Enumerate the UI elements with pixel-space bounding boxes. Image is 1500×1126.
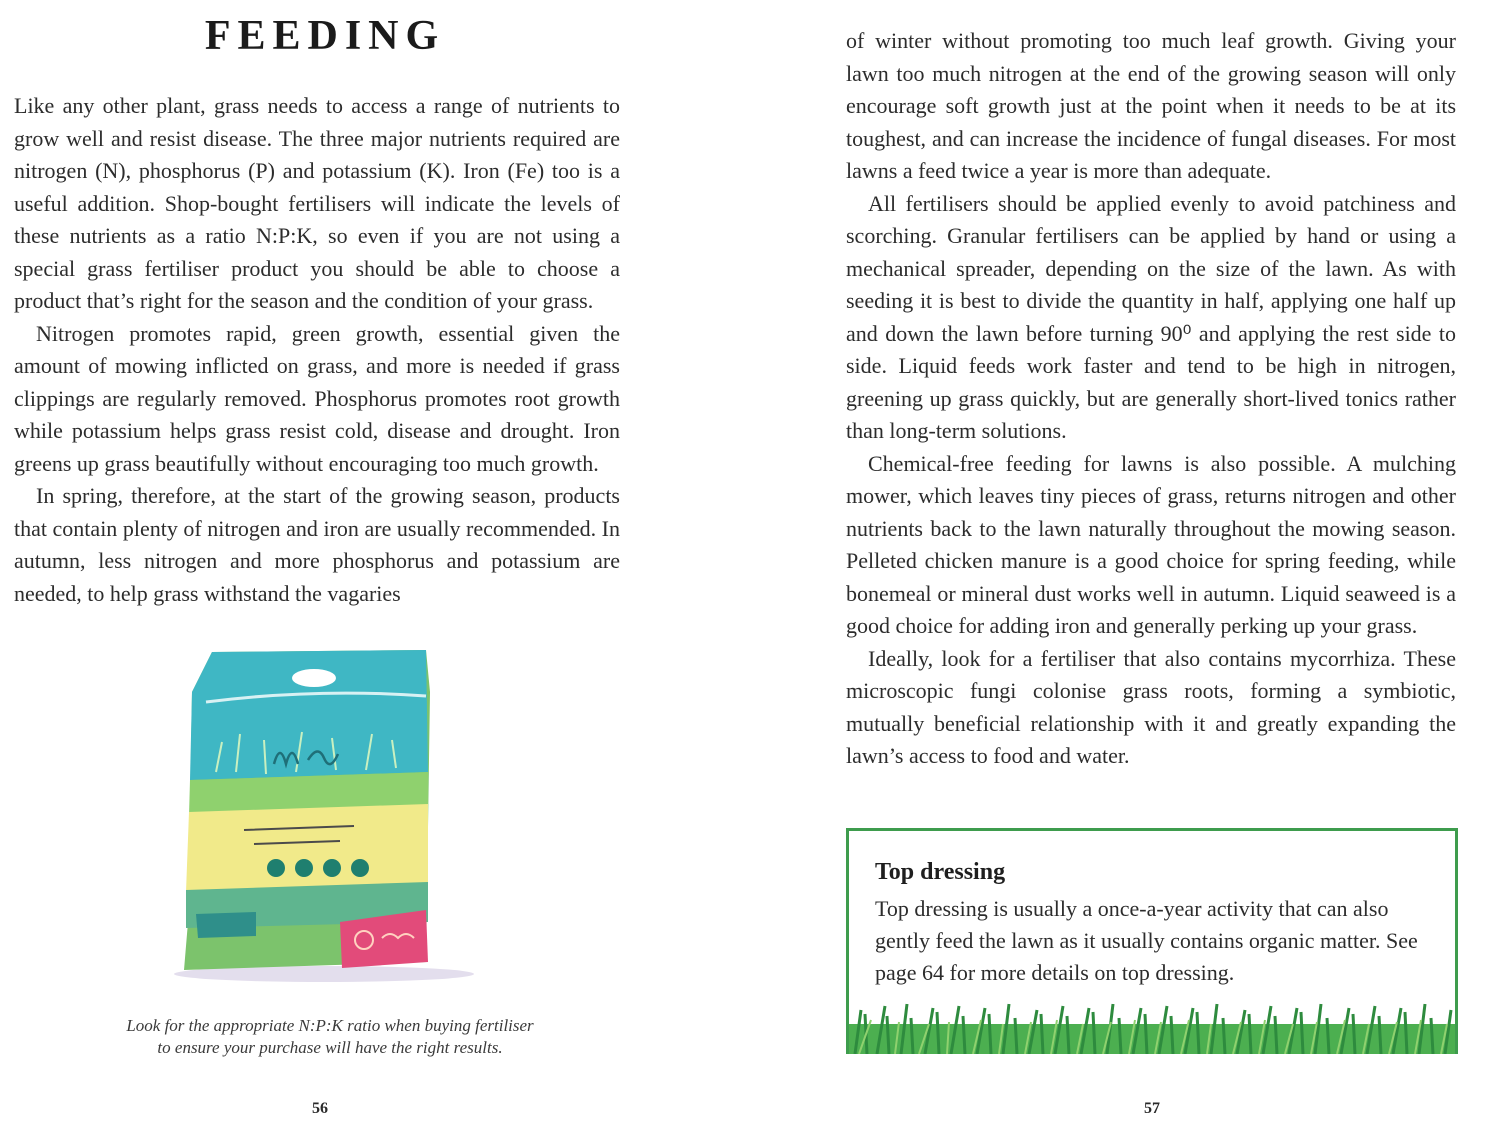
paragraph: Like any other plant, grass needs to access a range of nutrients to grow well and resist disease. The three major nutrients required are nitrogen (N), phosphorus (P) and potassium (K). Iron (Fe) too is a useful addition. Shop-bought fertilisers will indicate the levels of these nutrients as a ratio N:P:K, so even if you are not using a special grass fertiliser product you should be able to choose a product that’s right for the season and the condition of your grass. <box>14 93 620 313</box>
left-body-text <box>14 90 620 610</box>
paragraph: Nitrogen promotes rapid, green growth, essential given the amount of mowing inflicted on grass, and more is needed if grass clippings are regularly removed. Phosphorus promotes root growth while potassium helps grass resist cold, disease and drought. Iron greens up grass beautifully without encouraging too much growth. <box>14 320 620 476</box>
paragraph: Ideally, look for a fertiliser that also contains mycorrhiza. These microscopic fungi colonise grass roots, forming a symbiotic, mutually beneficial relationship with it and greatly expanding the lawn’s access to food and water. <box>846 645 1456 768</box>
paragraph: Chemical-free feeding for lawns is also possible. A mulching mower, which leaves tiny pieces of grass, returns nitrogen and other nutrients back to the lawn naturally throughout the mowing season. Pelleted chicken manure is a good choice for spring feeding, while bonemeal or mineral dust works well in autumn. Liquid seaweed is a good choice for adding iron and generally perking up your grass. <box>846 450 1456 638</box>
right-body-text <box>846 25 1456 773</box>
figure-caption <box>90 1015 570 1059</box>
sidebar-text: Top dressing is usually a once-a-year activity that can also gently feed the lawn as it usually contains organic matter. See page 64 for more details on top dressing. <box>875 896 1418 985</box>
fertiliser-bag-illustration <box>126 622 506 994</box>
page-title: FEEDING <box>204 13 446 59</box>
paragraph: In spring, therefore, at the start of the growing season, products that contain plenty of nitrogen and iron are usually recommended. In autumn, less nitrogen and more phosphorus and potassium are needed, to help grass withstand the vagaries <box>14 483 620 606</box>
grass-illustration <box>849 994 1455 1054</box>
paragraph: All fertilisers should be applied evenly to avoid patchiness and scorching. Granular fertilisers can be applied by hand or using a mechanical spreader, depending on the size of the lawn. As with seeding it is best to divide the quantity in half, applying one half up and down the lawn before turning 90⁰ and applying the rest side to side. Liquid feeds work faster and tend to be high in nitrogen, greening up grass quickly, but are generally short-lived tonics rather than long-term solutions. <box>846 190 1456 443</box>
right-page <box>750 0 1500 1126</box>
caption-line: Look for the appropriate N:P:K ratio when buying fertiliser <box>126 1016 534 1035</box>
paragraph: of winter without promoting too much leaf growth. Giving your lawn too much nitrogen at the end of the growing season will only encourage soft growth just at the point when it needs to be at its toughest, and can increase the incidence of fungal diseases. For most lawns a feed twice a year is more than adequate. <box>846 28 1456 183</box>
sidebar-title: Top dressing <box>875 859 1006 885</box>
top-dressing-sidebar <box>846 828 1458 1054</box>
page-number: 56 <box>312 1100 328 1117</box>
caption-line: to ensure your purchase will have the right results. <box>157 1038 503 1057</box>
page-number: 57 <box>1144 1100 1160 1117</box>
